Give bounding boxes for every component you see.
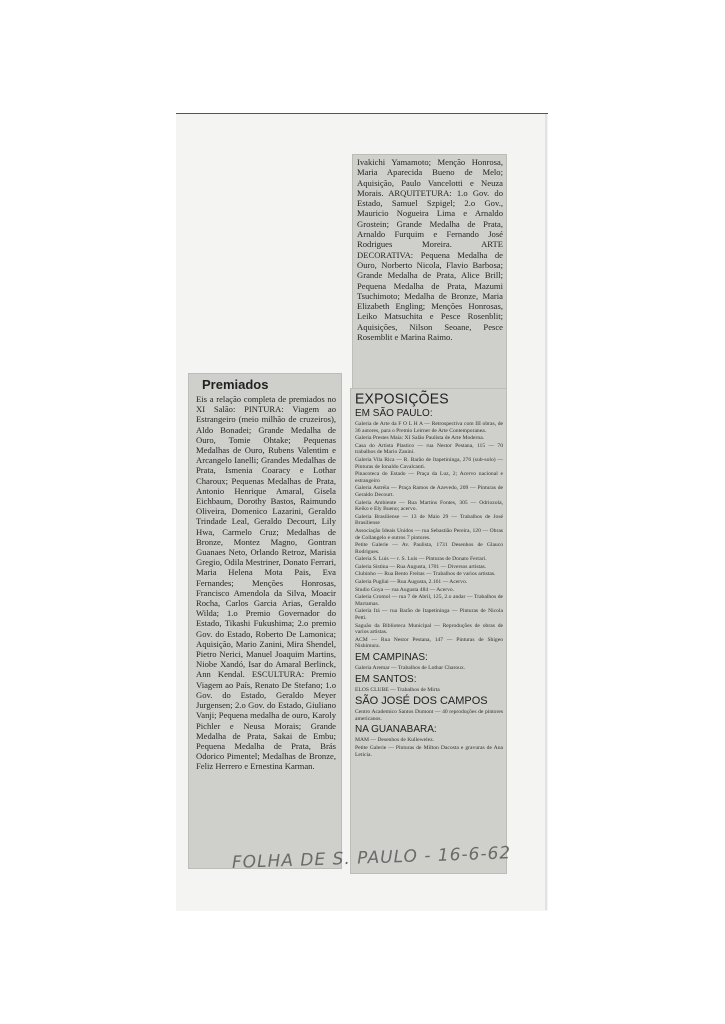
exhibition-listing: Galeria Prestes Maia: XI Salão Paulista de Arte Moderna. (355, 435, 485, 442)
exhibition-listing: Centro Academico Santos Dumont — 40 reproduções de pintores americanos. (355, 709, 503, 722)
city-label-sao-paulo: EM SÃO PAULO: (355, 408, 433, 419)
exhibition-listing: Studio Goya — rua Augusta 484 — Acervo. (355, 586, 455, 593)
premiados-heading: Premiados (202, 377, 269, 392)
exhibition-listing: Galeria Itá — rua Barão de Itapetininga — Pinturas de Nicola Petti. (355, 608, 503, 622)
clipping-continuation (352, 154, 507, 391)
exhibition-listing: Galeria Sistina — Rua Augusta, 1701 — Diversos artistas. (355, 563, 487, 570)
exhibition-listing: Associação Ideais Unidos — rua Sebastião Pereira, 120 — Obras de Collangelo e outros 7 pintores. (355, 527, 503, 541)
clipping-exposicoes (350, 388, 507, 874)
source-note-text: FOLHA DE S. PAULO - 16-6-62 (231, 843, 512, 874)
exhibition-listing: Galeria Pugliai — Rua Augusta, 2.161 — Acervo. (355, 579, 468, 586)
exhibition-listing: Petite Galerie — Av. Paulista, 1731 Desenhos de Glauco Rodrigues. (355, 542, 503, 555)
city-label-sao-jose: SÃO JOSÉ DOS CAMPOS (355, 695, 488, 708)
guanabara-list (355, 737, 503, 758)
continuation-text: Ivakichi Yamamoto; Menção Honrosa, Maria Aparecida Bueno de Melo; Aquisição, Paulo Vancelotti e Neuza Morais. ARQUITETURA: 1.o Gov. do Estado, Samuel Szpigel; 2.o Gov., Mauricio Nogueira Lima e Arnaldo Grostein; Grande Medalha de Prata, Arnaldo Furquim e Fernando José Rodrigues Moreira. ARTE DECORATIVA: Pequena Medalha de Ouro, Norberto Nicola, Flavio Barbosa; Grande Medalha de Prata, Alice Brill; Pequena Medalha de Prata, Mazumi Tsuchimoto; Medalha de Bronze, Maria Elizabeth Engling; Menções Honrosas, Leiko Matsuchita e Pesce Rosenblit; Aquisições, Nilson Seoane, Pesce Rosemblit e Marina Raimo. (357, 157, 503, 343)
sheet-edge (545, 114, 547, 910)
exposicoes-heading: EXPOSIÇÕES (355, 390, 449, 407)
exhibition-listing: ACM — Rua Nestor Pestana, 147 — Pinturas de Shigeo Nishimura. (355, 636, 503, 650)
campinas-list (355, 665, 503, 672)
exhibition-listing: MAM — Desenhos de Kullewelez. (355, 737, 435, 744)
exhibition-listing: Pinacoteca do Estado — Praça da Luz, 2; Acervo nacional e estrangeiro (355, 471, 503, 484)
exhibition-listing: Galeria Astréia — Praça Ramos de Azevedo, 209 — Pinturas de Geraldo Decourt. (355, 485, 503, 498)
exhibition-listing: Petite Galerie — Pinturas de Milton Dacosta e gravuras de Ana Leticia. (355, 744, 503, 758)
city-label-santos: EM SANTOS: (355, 673, 417, 685)
exhibition-listing: Galeria Aremar — Trabalhos de Lothar Charoux. (355, 665, 466, 671)
city-label-campinas: EM CAMPINAS: (355, 652, 428, 663)
sao-jose-list (355, 709, 503, 722)
exhibition-listing: Saguão da Biblioteca Municipal — Reproduções de obras de varios artistas. (355, 622, 503, 636)
exhibition-listing: Galeria S. Luis — r. S. Luis — Pinturas de Donato Ferrari. (355, 556, 487, 563)
exhibition-listing: Galeria Brasiliense — 13 de Maio 29 — Trabalhos de José Brasiliense (355, 513, 503, 527)
exhibition-listing: Galeria Ambiente — Rua Martins Fontes, 305 — Odriozola, Keiko e Ely Bueno; acervo. (355, 499, 503, 513)
premiados-text: Eis a relação completa de premiados no XI Salão: PINTURA: Viagem ao Estrangeiro (meio milhão de cruzeiros), Aldo Bonadei; Grande Medalha de Ouro, Tomie Ohtake; Pequenas Medalhas de Ouro, Rubens Valentim e Arcangelo Ianelli; Grandes Medalhas de Prata, Ismenia Coaracy e Lothar Charoux; Pequenas Medalhas de Prata, Antonio Henrique Amaral, Gisela Eichbaum, Dorothy Bastos, Raimundo Oliveira, Domenico Lazarini, Geraldo Trindade Leal, Geraldo Decourt, Lily Hwa, Carmelo Cruz; Medalhas de Bronze, Montez Magno, Gontran Guanaes Neto, Orlando Retroz, Marisia Gregio, Odila Mestriner, Donato Ferrari, Maria Helena Mota Pais, Eva Fernandes; Menções Honrosas, Francisco Amendola da Silva, Moacir Rocha, Carlos Garcia Arias, Geraldo Wilda; 1.o Premio Governador do Estado, Tikashi Fukushima; 2.o premio Gov. do Estado, Roberto De Lamonica; Aquisição, Mario Zanini, Mira Shendel, Pietro Nerici, Manuel Joaquim Martins, Niobe Xandó, Isar do Amaral Berlinck, Ann Kendal. ESCULTURA: Premio Viagem ao País, Renato De Stefano; 1.o Gov. do Estado, Geraldo Meyer Jurgensen; 2.o Gov. do Estado, Giuliano Vanji; Pequena medalha de ouro, Karoly Pichler e Neusa Morais; Grande Medalha de Prata, Sakai de Embu; Pequena Medalha de Prata, Brás Odorico Pimentel; Medalhas de Bronze, Feliz Herrero e Ernestina Karman. (196, 394, 336, 772)
exhibition-listing: ELOS CLUBE — Trabalhos de Mirta (355, 686, 440, 693)
exhibition-listing: Galeria Vila Rica — R. Barão de Itapetininga, 276 (sub-solo) — Pinturas de Ionaldo Cavalcanti. (355, 456, 503, 470)
exhibition-listing: Casa do Artista Plastico — rua Nestor Pestana, 115 — 70 trabalhos de Mario Zanini. (355, 442, 503, 456)
exhibition-listing: Galeria Cromol — rua 7 de Abril, 125, 2.o andar — Trabalhos de Marramas. (355, 594, 503, 607)
clipping-premiados (188, 373, 342, 869)
exhibition-listing: Galeria de Arte da F O L H A — Retrospectiva com III obras, de 36 autores, para o Premio Leirner de Arte Contemporanea. (355, 421, 503, 434)
santos-list (355, 687, 503, 694)
exhibition-listing: Clubinho — Rua Bento Freitas — Trabalhos de varios artistas. (355, 571, 496, 578)
city-label-guanabara: NA GUANABARA: (355, 724, 437, 736)
sao-paulo-list (355, 421, 503, 650)
